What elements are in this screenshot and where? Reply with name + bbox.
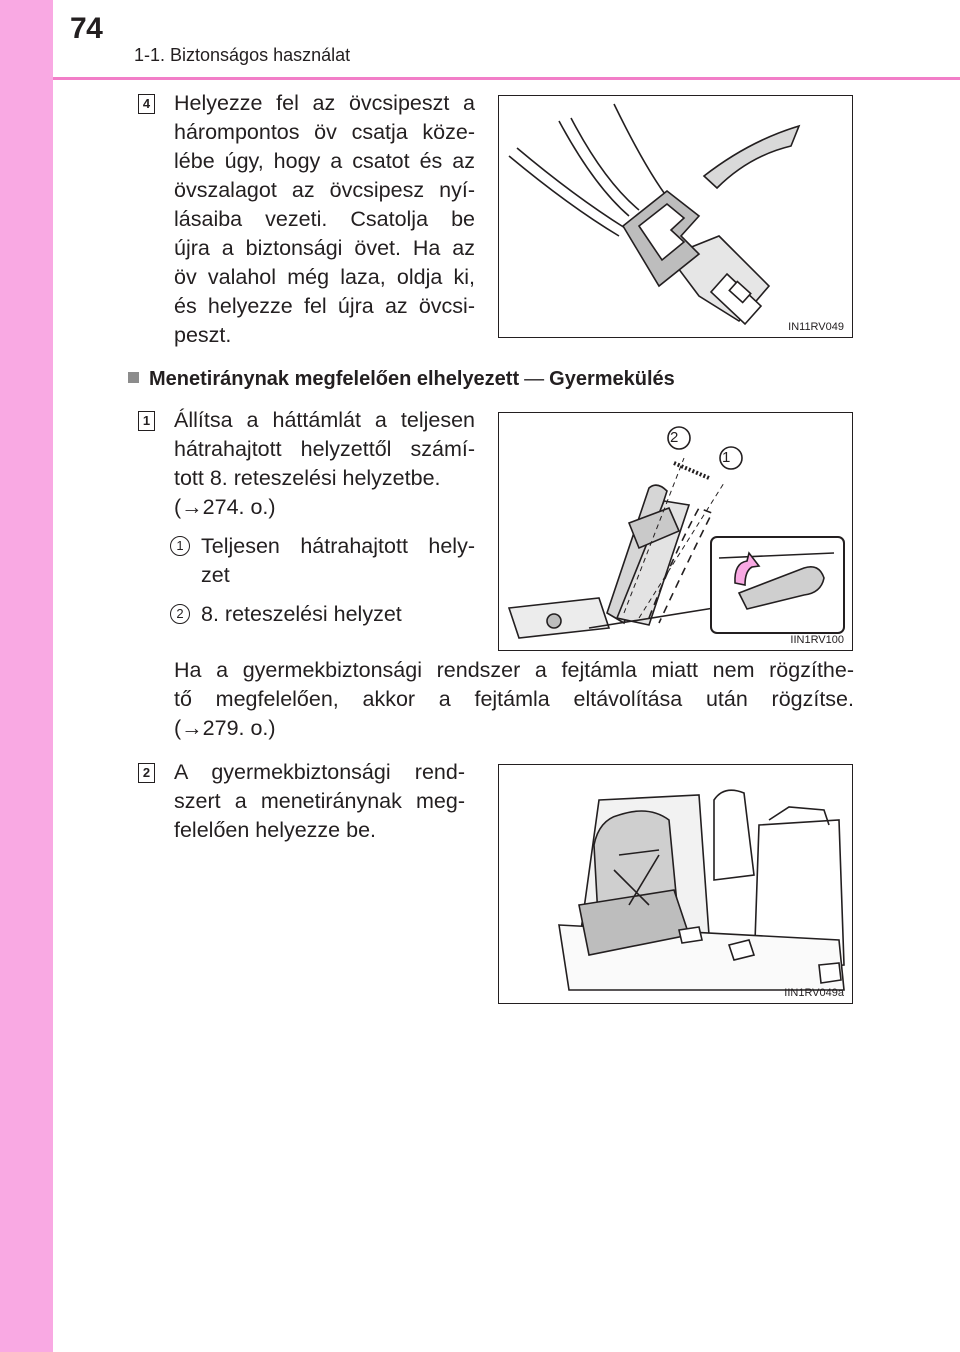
text-line: Ha a gyermekbiztonsági rendszer a fejtámla miatt nem rögzíthe- <box>174 658 854 682</box>
callout-2: 2 <box>670 429 679 446</box>
heading-left: Menetiránynak megfelelően elhelyezett <box>149 368 520 390</box>
text-line: Helyezze fel az övcsipeszt a <box>174 91 475 115</box>
text-line: zet <box>201 563 230 587</box>
item-2-text <box>201 600 475 629</box>
figure-code: IIN1RV100 <box>790 634 844 646</box>
text-line: lébe úgy, hogy a csatot és az <box>174 149 475 173</box>
belt-clip-figure <box>498 95 853 338</box>
page-number: 74 <box>70 12 103 45</box>
step2-text <box>174 758 465 845</box>
header-rule <box>53 77 960 80</box>
step-badge-1: 1 <box>138 411 155 431</box>
text-line: hárompontos öv csatja köze- <box>174 120 475 144</box>
text-line: A gyermekbiztonsági rend- <box>174 760 465 784</box>
section-title: 1-1. Biztonságos használat <box>134 45 351 65</box>
text-line: hátrahajtott helyzettől számí- <box>174 437 475 461</box>
heading-dash: — <box>524 368 545 390</box>
text-line: peszt. <box>174 323 232 347</box>
text-line: Állítsa a háttámlát a teljesen <box>174 408 475 432</box>
item-1-text <box>201 532 475 590</box>
text-line: övszalagot az övcsipesz nyí- <box>174 178 475 202</box>
callout-1: 1 <box>722 449 731 466</box>
text-line: (→274. o.) <box>174 495 276 519</box>
text-line: felelően helyezze be. <box>174 818 377 842</box>
section-heading <box>128 368 675 391</box>
text-line: tő megfelelően, akkor a fejtámla eltávolítása után rögzítse. <box>174 687 854 711</box>
step1-text <box>174 406 475 522</box>
belt-clip-illustration <box>499 96 853 338</box>
text-line: szert a menetiránynak meg- <box>174 789 465 813</box>
child-seat-figure <box>498 764 853 1004</box>
step-badge-2: 2 <box>138 763 155 783</box>
text-line: lásaiba vezeti. Csatolja be <box>174 207 475 231</box>
side-color-strip <box>0 0 53 1352</box>
seatback-recline-illustration <box>499 413 853 651</box>
figure-code: IN11RV049 <box>788 321 844 333</box>
item-number-1: 1 <box>170 536 190 556</box>
child-seat-illustration <box>499 765 853 1004</box>
text-line: (→279. o.) <box>174 716 276 740</box>
figure-code: IIN1RV049a <box>784 987 844 999</box>
step1-note <box>174 656 854 743</box>
text-line: 8. reteszelési helyzet <box>201 602 402 626</box>
text-line: Teljesen hátrahajtott hely- <box>201 534 475 558</box>
text-line: öv valahol még laza, oldja ki, <box>174 265 475 289</box>
heading-square-icon <box>128 372 139 383</box>
text-line: és helyezze fel újra az övcsi- <box>174 294 475 318</box>
step4-text <box>174 89 475 350</box>
item-number-2: 2 <box>170 604 190 624</box>
heading-right: Gyermekülés <box>549 368 675 390</box>
seatback-figure <box>498 412 853 651</box>
step-badge-4: 4 <box>138 94 155 114</box>
text-line: tott 8. reteszelési helyzetbe. <box>174 466 441 490</box>
text-line: újra a biztonsági övet. Ha az <box>174 236 475 260</box>
